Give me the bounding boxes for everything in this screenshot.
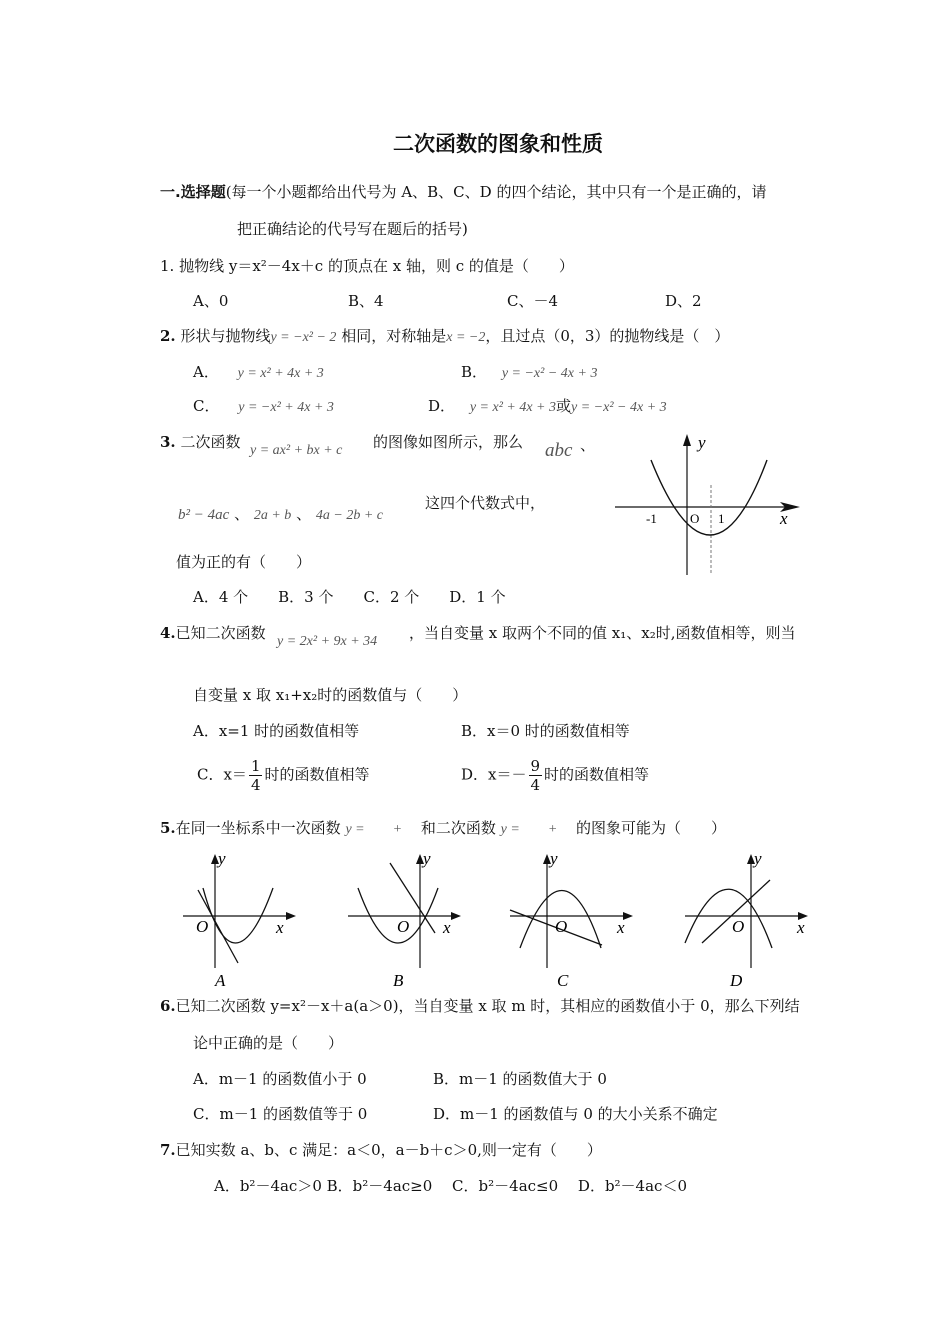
q2-stem-text-a: 形状与抛物线	[180, 327, 271, 345]
q1-stem: 1. 抛物线 y＝x²－4x＋c 的顶点在 x 轴，则 c 的值是（ ）	[160, 257, 574, 275]
q3-number: 3.	[160, 433, 176, 451]
section-instruction-1: (每一个小题都给出代号为 A、B、C、D 的四个结论，其中只有一个是正确的，请	[225, 183, 767, 201]
q7-stem-text: 已知实数 a、b、c 满足：a＜0，a－b＋c＞0,则一定有（ ）	[175, 1141, 602, 1159]
q3-origin: O	[690, 511, 700, 526]
q4-option-c-denominator: 4	[250, 776, 261, 794]
q5-b-label: B	[393, 971, 404, 990]
q2-option-d-formula-2: y = −x² − 4x + 3	[571, 400, 667, 415]
q5-c-x-label: x	[617, 918, 625, 937]
q3-stem-text-c: 这四个代数式中，	[425, 494, 546, 512]
section-instruction-2: 把正确结论的代号写在题后的括号)	[237, 220, 468, 238]
q4-option-c-numerator: 1	[250, 757, 261, 775]
q2-option-b	[461, 361, 597, 382]
q2-option-c	[193, 395, 334, 416]
q3-sep-1: 、	[234, 505, 250, 523]
q4-stem-formula: y = 2x² + 9x + 34	[277, 634, 378, 649]
q4-option-d-pre: D．x＝－	[461, 765, 527, 784]
q4-option-d-numerator: 9	[530, 757, 541, 775]
q3-x-label: x	[780, 509, 788, 528]
q5-a-origin: O	[196, 917, 209, 936]
q6-option-c: C．m－1 的函数值等于 0	[193, 1105, 368, 1123]
q5-c-y-label: y	[550, 849, 558, 868]
q3-y-label: y	[698, 433, 706, 452]
q1-option-a: A、0	[193, 292, 229, 310]
q5-a-x-arrow	[286, 912, 296, 920]
q4-option-c	[197, 757, 370, 794]
q5-graph-a	[178, 848, 298, 993]
q6-option-b: B．m－1 的函数值大于 0	[433, 1070, 607, 1088]
page-title: 二次函数的图象和性质	[393, 132, 603, 156]
q3-stem-text-a: 二次函数	[180, 433, 241, 451]
q5-b-origin: O	[397, 917, 410, 936]
q2-option-b-formula: y = −x² − 4x + 3	[501, 366, 598, 381]
q2-option-d-or: 或	[556, 397, 572, 415]
q4-option-d-fraction	[529, 757, 543, 794]
q2-stem	[160, 325, 729, 346]
q3-graph	[610, 430, 810, 580]
q2-stem-formula: y = −x² − 2	[270, 330, 337, 345]
q5-c-origin: O	[555, 917, 568, 936]
q5-d-origin: O	[732, 917, 745, 936]
q3-stem-text-d: 值为正的有（ ）	[176, 553, 312, 571]
q4-option-a: A．x=1 时的函数值相等	[193, 722, 360, 740]
q5-a-x-label: x	[276, 918, 284, 937]
q4-stem	[160, 622, 266, 643]
q5-b-y-label: y	[423, 849, 431, 868]
q3-options: A．4 个 B．3 个 C．2 个 D．1 个	[193, 588, 506, 606]
section-header	[160, 181, 766, 202]
q3-separator: 、	[580, 436, 596, 454]
q5-graph-b	[343, 848, 463, 993]
q7-options: A．b²－4ac＞0 B．b²－4ac≥0 C．b²－4ac≤0 D．b²－4ac＜0	[214, 1177, 687, 1195]
q1-option-c: C、－4	[507, 292, 559, 310]
q3-parabola	[651, 460, 767, 535]
q5-stem-text-b: 和二次函数	[420, 819, 496, 837]
q3-expressions	[178, 503, 383, 524]
q5-b-x-label: x	[443, 918, 451, 937]
q2-option-a-label: A．	[193, 363, 219, 381]
q5-a-y-label: y	[218, 849, 226, 868]
q5-linear-formula: y = +	[345, 822, 403, 837]
q5-c-label: C	[557, 971, 569, 990]
q2-option-b-label: B．	[461, 363, 488, 381]
q1-option-d: D、2	[665, 292, 702, 310]
q2-option-d-label: D．	[428, 397, 456, 415]
q6-number: 6.	[160, 997, 176, 1015]
q3-stem	[160, 431, 240, 452]
q3-abc: abc	[545, 440, 573, 461]
q3-sep-2: 、	[296, 505, 312, 523]
q5-d-y-label: y	[754, 849, 762, 868]
q3-expression-3: 4a − 2b + c	[315, 508, 383, 523]
q4-option-d	[461, 757, 649, 794]
q4-number: 4.	[160, 624, 176, 642]
q5-stem-text-a: 在同一坐标系中一次函数	[175, 819, 341, 837]
q6-stem-a	[160, 995, 800, 1016]
q4-stem-text-a: 已知二次函数	[175, 624, 266, 642]
q3-y-arrow	[683, 434, 691, 446]
q2-option-a-formula: y = x² + 4x + 3	[237, 366, 324, 381]
q5-a-label: A	[215, 971, 226, 990]
q5-quadratic-formula: y = +	[500, 822, 558, 837]
q6-stem-text-b: 论中正确的是（ ）	[193, 1034, 344, 1052]
q2-number: 2.	[160, 327, 176, 345]
q3-stem-text-b: 的图像如图所示，那么	[373, 433, 524, 451]
q2-stem-text-c: ，且过点（0，3）的抛物线是（ ）	[485, 327, 730, 345]
q5-d-x-label: x	[797, 918, 805, 937]
q4-option-d-denominator: 4	[530, 776, 541, 794]
q3-expression-2: 2a + b	[253, 508, 292, 523]
q4-option-d-post: 时的函数值相等	[544, 765, 650, 784]
q3-tick-minus1: -1	[646, 511, 657, 526]
q2-stem-text-b: 相同，对称轴是	[341, 327, 447, 345]
q5-stem-text-c: 的图象可能为（ ）	[576, 819, 727, 837]
q3-stem-formula: y = ax² + bx + c	[250, 443, 343, 458]
q7-stem	[160, 1139, 602, 1160]
q5-d-label: D	[730, 971, 743, 990]
q2-option-c-formula: y = −x² + 4x + 3	[238, 400, 334, 415]
q5-b-x-arrow	[451, 912, 461, 920]
q4-option-b: B．x＝0 时的函数值相等	[461, 722, 630, 740]
q4-stem-text-b: ，当自变量 x 取两个不同的值 x₁、x₂时,函数值相等，则当	[409, 624, 796, 642]
q5-stem	[160, 817, 726, 838]
q5-graph-d	[680, 848, 810, 993]
q3-expression-1: b² − 4ac	[178, 507, 230, 523]
q4-stem-text-c: 自变量 x 取 x₁+x₂时的函数值与（ ）	[193, 686, 468, 704]
q2-option-a	[193, 361, 324, 382]
q2-option-c-label: C．	[193, 397, 220, 415]
q5-number: 5.	[160, 819, 176, 837]
q2-option-d	[428, 395, 667, 416]
q6-option-d: D．m－1 的函数值与 0 的大小关系不确定	[433, 1105, 718, 1123]
q4-option-c-fraction	[249, 757, 263, 794]
q4-option-c-post: 时的函数值相等	[264, 765, 370, 784]
section-label: 一.选择题	[160, 183, 226, 201]
q4-option-c-pre: C．x＝	[197, 765, 247, 784]
q2-axis-formula: x = −2	[446, 330, 486, 345]
q6-stem-text-a: 已知二次函数 y=x²－x＋a(a＞0)，当自变量 x 取 m 时，其相应的函数值小于 0，那么下列结	[175, 997, 800, 1015]
q1-option-b: B、4	[348, 292, 384, 310]
q2-option-d-formula-1: y = x² + 4x + 3	[469, 400, 556, 415]
q3-tick-1: 1	[718, 511, 725, 526]
q7-number: 7.	[160, 1141, 176, 1159]
q6-option-a: A．m－1 的函数值小于 0	[193, 1070, 367, 1088]
q5-graph-c	[505, 848, 635, 993]
